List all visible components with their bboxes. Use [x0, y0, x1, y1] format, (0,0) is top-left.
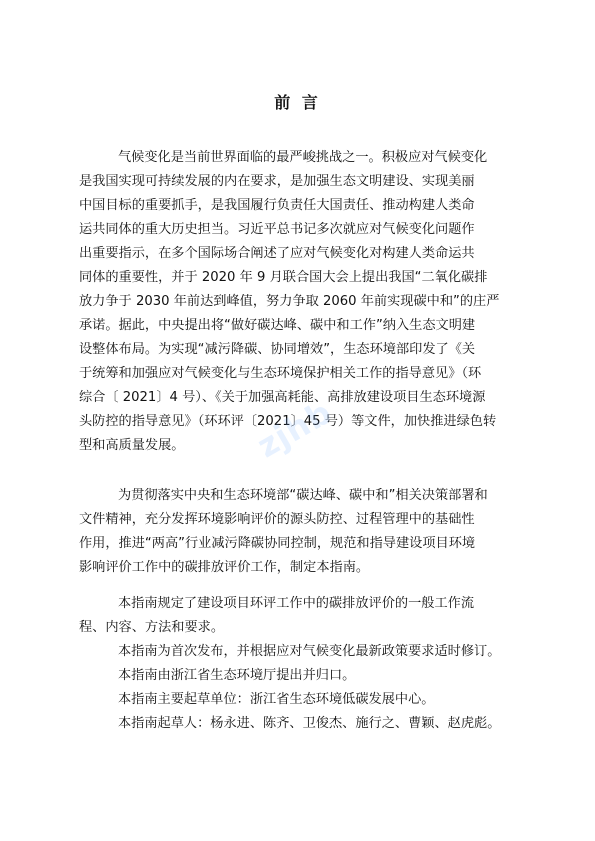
- paragraph-line: 综合〔 2021〕4 号）、《关于加强高耗能、高排放建设项目生态环境源: [79, 390, 486, 405]
- paragraph-line: 本指南由浙江省生态环境厅提出并归口。: [118, 668, 356, 683]
- paragraph-4: [110, 640, 510, 664]
- paragraph-line: 程、内容、方法和要求。: [79, 620, 225, 635]
- paragraph-line: 型和高质量发展。: [79, 438, 185, 453]
- paragraph-line: 本指南起草人：杨永进、陈齐、卫俊杰、施行之、曹颖、赵虎彪。: [118, 716, 501, 731]
- watermark-logo: zjhb: [250, 392, 339, 466]
- paragraph-7: [110, 712, 510, 736]
- page-title: 前 言: [274, 93, 321, 112]
- paragraph-1: [79, 146, 510, 458]
- paragraph-line: 本指南主要起草单位：浙江省生态环境低碳发展中心。: [118, 692, 435, 707]
- paragraph-2: [79, 484, 510, 580]
- paragraph-line: 承诺。据此，中央提出将“做好碳达峰、碳中和工作”纳入生态文明建: [79, 318, 476, 333]
- paragraph-line: 头防控的指导意见》（环环评〔2021〕45 号）等文件，加快推进绿色转: [79, 414, 497, 429]
- paragraph-line: 作用，推进“两高”行业减污降碳协同控制，规范和指导建设项目环境: [79, 536, 476, 551]
- paragraph-line: 为贯彻落实中央和生态环境部“碳达峰、碳中和”相关决策部署和: [118, 488, 488, 503]
- paragraph-line: 出重要指示，在多个国际场合阐述了应对气候变化对构建人类命运共: [79, 246, 475, 261]
- paragraph-line: 气候变化是当前世界面临的最严峻挑战之一。积极应对气候变化: [118, 150, 488, 165]
- paragraph-line: 本指南为首次发布，并根据应对气候变化最新政策要求适时修订。: [118, 644, 501, 659]
- paragraph-line: 设整体布局。为实现“减污降碳、协同增效”，生态环境部印发了《关: [79, 342, 476, 357]
- paragraph-line: 放力争于 2030 年前达到峰值，努力争取 2060 年前实现碳中和”的庄严: [79, 294, 500, 309]
- paragraph-line: 同体的重要性，并于 2020 年 9 月联合国大会上提出我国“二氧化碳排: [79, 270, 488, 285]
- paragraph-line: 中国目标的重要抓手，是我国履行负责任大国责任、推动构建人类命: [79, 198, 475, 213]
- paragraph-line: 是我国实现可持续发展的内在要求，是加强生态文明建设、实现美丽: [79, 174, 475, 189]
- paragraph-6: [110, 688, 510, 712]
- paragraph-line: 影响评价工作中的碳排放评价工作，制定本指南。: [79, 560, 370, 575]
- paragraph-5: [110, 664, 510, 688]
- paragraph-line: 文件精神，充分发挥环境影响评价的源头防控、过程管理中的基础性: [79, 512, 475, 527]
- paragraph-line: 于统筹和加强应对气候变化与生态环境保护相关工作的指导意见》（环: [79, 366, 482, 381]
- paragraph-line: 本指南规定了建设项目环评工作中的碳排放评价的一般工作流: [118, 596, 475, 611]
- paragraph-line: 运共同体的重大历史担当。习近平总书记多次就应对气候变化问题作: [79, 222, 475, 237]
- paragraph-3: [79, 592, 510, 640]
